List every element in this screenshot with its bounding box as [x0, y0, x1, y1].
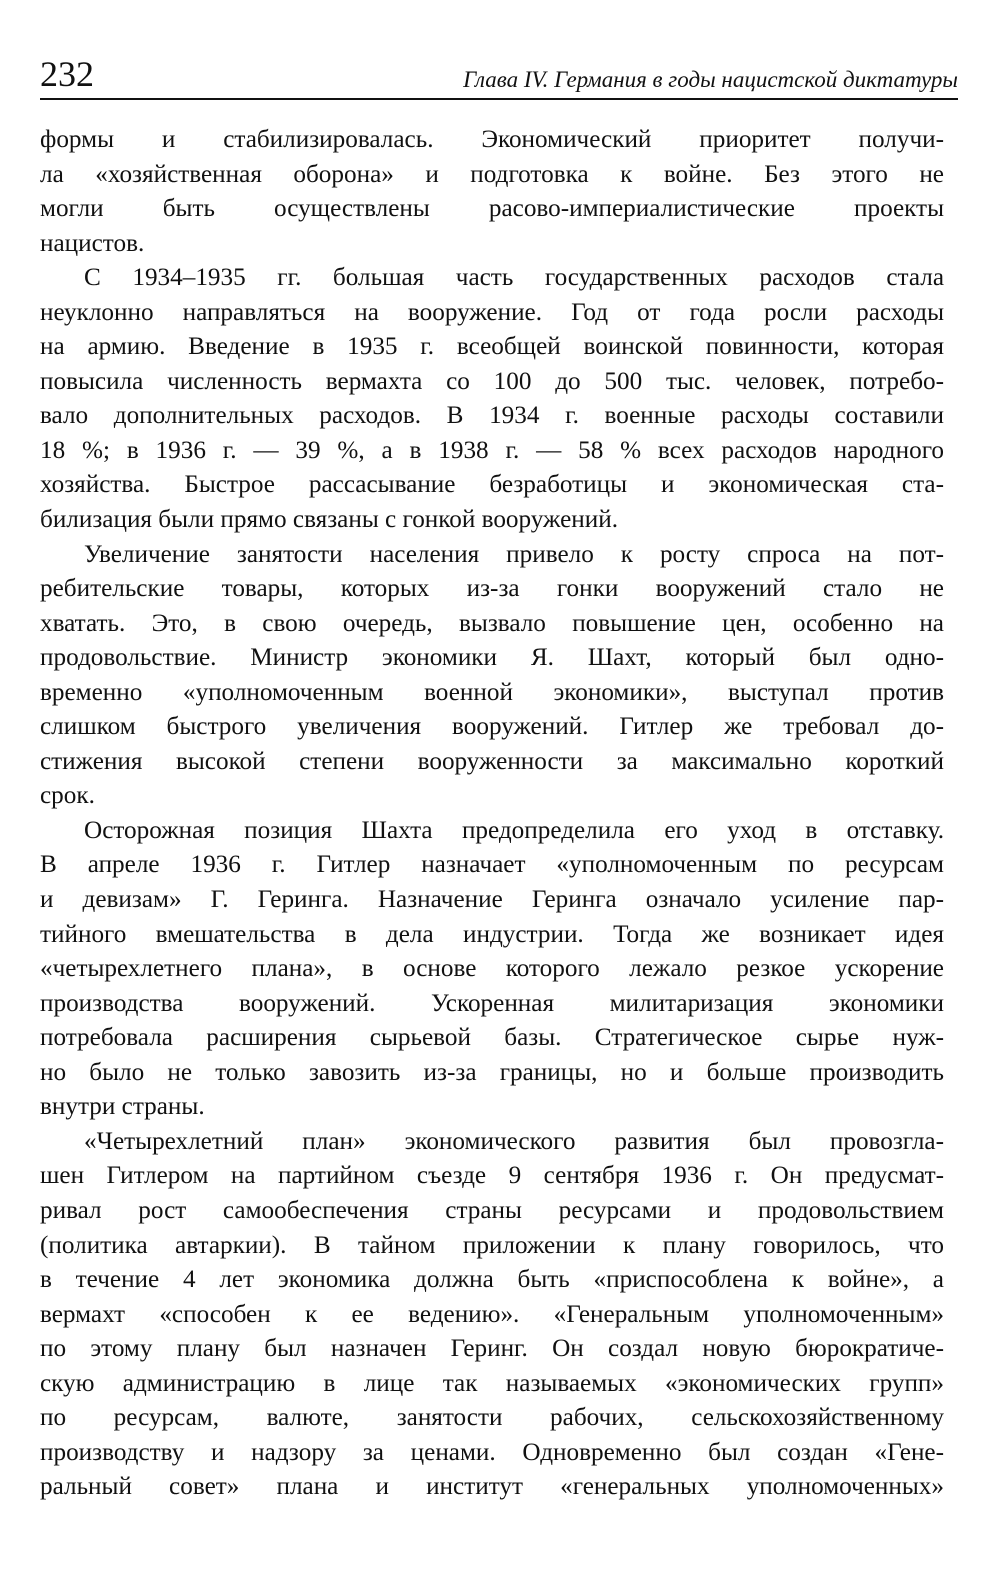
text-line: слишком быстрого увеличения вооружений. Гитлер же требовал до-	[40, 713, 944, 741]
text-line: продовольствие. Министр экономики Я. Шахт, который был одно-	[40, 644, 944, 672]
text-line: В апреле 1936 г. Гитлер назначает «уполномоченным по ресурсам	[40, 851, 944, 879]
text-line: срок.	[40, 782, 95, 810]
text-line: билизация были прямо связаны с гонкой вооружений.	[40, 506, 619, 534]
text-line: и девизам» Г. Геринга. Назначение Геринга означало усиление пар-	[40, 886, 944, 914]
text-line: потребовала расширения сырьевой базы. Стратегическое сырье нуж-	[40, 1024, 944, 1052]
text-line: 18 %; в 1936 г. — 39 %, а в 1938 г. — 58 % всех расходов народного	[40, 436, 944, 464]
text-line: ла «хозяйственная оборона» и подготовка к войне. Без этого не	[40, 160, 944, 188]
text-line: «Четырехлетний план» экономического развития был провозгла-	[84, 1127, 944, 1155]
text-line: в течение 4 лет экономика должна быть «приспособлена к войне», а	[40, 1266, 944, 1294]
page-number: 232	[40, 54, 94, 94]
text-line: хватать. Это, в свою очередь, вызвало повышение цен, особенно на	[40, 609, 944, 637]
text-line: скую администрацию в лице так называемых «экономических групп»	[40, 1369, 944, 1397]
text-line: временно «уполномоченным военной экономики», выступал против	[40, 678, 944, 706]
text-line: хозяйства. Быстрое рассасывание безработицы и экономическая ста-	[40, 471, 944, 499]
text-line: могли быть осуществлены расово-империалистические проекты	[40, 195, 944, 223]
text-line: производству и надзору за ценами. Одновременно был создан «Гене-	[40, 1438, 944, 1466]
text-line: производства вооружений. Ускоренная милитаризация экономики	[40, 989, 944, 1017]
text-line: неуклонно направляться на вооружение. Год от года росли расходы	[40, 298, 944, 326]
text-line: ребительские товары, которых из-за гонки вооружений стало не	[40, 575, 944, 603]
text-line: шен Гитлером на партийном съезде 9 сентября 1936 г. Он предусмат-	[40, 1162, 944, 1190]
text-line: Увеличение занятости населения привело к росту спроса на пот-	[84, 540, 944, 568]
text-line: ральный совет» плана и институт «генеральных уполномоченных»	[40, 1473, 944, 1501]
text-line: внутри страны.	[40, 1093, 205, 1121]
body-text	[40, 123, 944, 1505]
text-line: повысила численность вермахта со 100 до 500 тыс. человек, потребо-	[40, 367, 944, 395]
text-line: «четырехлетнего плана», в основе которого лежало резкое ускорение	[40, 955, 944, 983]
text-line: тийного вмешательства в дела индустрии. Тогда же возникает идея	[40, 920, 944, 948]
text-line: С 1934–1935 гг. большая часть государственных расходов стала	[84, 264, 944, 292]
running-head: Глава IV. Германия в годы нацистской диктатуры	[463, 67, 958, 92]
text-line: Осторожная позиция Шахта предопределила его уход в отставку.	[84, 816, 944, 844]
text-line: но было не только завозить из-за границы, но и больше производить	[40, 1058, 944, 1086]
text-line: (политика автаркии). В тайном приложении к плану говорилось, что	[40, 1231, 944, 1259]
text-line: нацистов.	[40, 229, 145, 257]
page-header	[40, 52, 958, 100]
text-line: на армию. Введение в 1935 г. всеобщей воинской повинности, которая	[40, 333, 944, 361]
text-line: вало дополнительных расходов. В 1934 г. военные расходы составили	[40, 402, 944, 430]
text-line: ривал рост самообеспечения страны ресурсами и продовольствием	[40, 1196, 944, 1224]
text-line: формы и стабилизировалась. Экономический приоритет получи-	[40, 126, 944, 153]
text-line: стижения высокой степени вооруженности за максимально короткий	[40, 747, 944, 775]
text-line: по ресурсам, валюте, занятости рабочих, сельскохозяйственному	[40, 1404, 944, 1432]
text-line: по этому плану был назначен Геринг. Он создал новую бюрократиче-	[40, 1335, 944, 1363]
text-line: вермахт «способен к ее ведению». «Генеральным уполномоченным»	[40, 1300, 944, 1328]
